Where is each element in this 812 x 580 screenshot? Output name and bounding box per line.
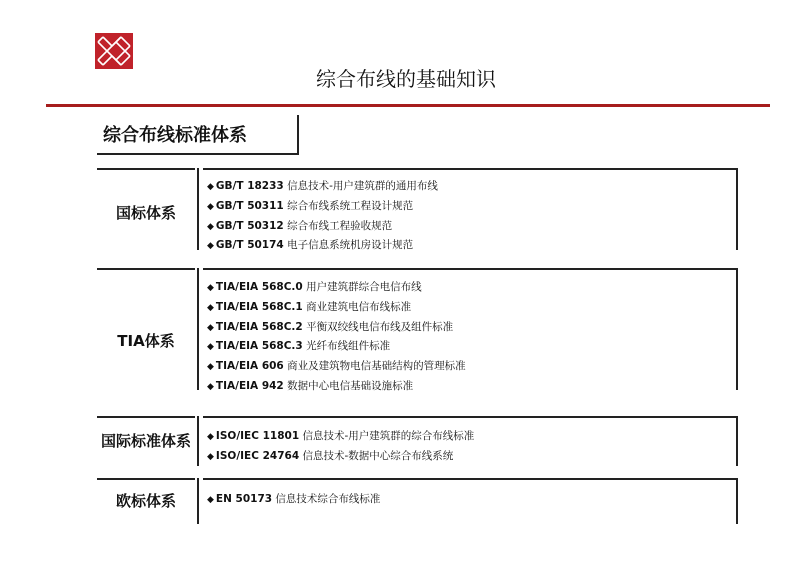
group-top-rule (203, 168, 737, 170)
standard-list (207, 490, 380, 510)
group-right-rule (736, 168, 738, 250)
section-title: 综合布线标准体系 (103, 125, 247, 146)
list-item: ◆ TIA/EIA 606 商业及建筑物电信基础结构的管理标准 (207, 360, 466, 373)
list-item: ◆ TIA/EIA 568C.0 用户建筑群综合电信布线 (207, 281, 422, 293)
diamond-bullet-icon: ◆ (207, 495, 214, 505)
group-label-rule (97, 416, 195, 418)
group-label-rule (97, 268, 195, 270)
group-label-rule (97, 478, 195, 480)
title-divider (46, 104, 770, 107)
list-item: ◆ ISO/IEC 11801 信息技术-用户建筑群的综合布线标准 (207, 430, 475, 442)
diamond-bullet-icon: ◆ (207, 221, 214, 232)
list-item: ◆ GB/T 50312 综合布线工程验收规范 (207, 219, 393, 232)
group-right-rule (736, 478, 738, 524)
group-label: TIA体系 (117, 332, 175, 350)
diamond-bullet-icon: ◆ (207, 302, 214, 313)
group-top-rule (203, 416, 737, 418)
list-item: ◆ GB/T 50174 电子信息系统机房设计规范 (207, 239, 414, 252)
list-item: ◆ TIA/EIA 568C.1 商业建筑电信布线标准 (207, 300, 412, 313)
diamond-bullet-icon: ◆ (207, 283, 214, 293)
group-label: 国标体系 (115, 204, 176, 222)
diamond-bullet-icon: ◆ (207, 182, 214, 192)
list-item: ◆ ISO/IEC 24764 信息技术-数据中心综合布线系统 (207, 449, 454, 462)
diamond-bullet-icon: ◆ (207, 362, 214, 373)
group-right-rule (736, 268, 738, 390)
diamond-bullet-icon: ◆ (207, 201, 214, 212)
group-divider (197, 168, 199, 250)
diamond-bullet-icon: ◆ (207, 241, 214, 252)
diamond-bullet-icon: ◆ (207, 451, 214, 462)
group-label: 国际标准体系 (100, 432, 191, 450)
group-divider (197, 478, 199, 524)
group-label: 欧标体系 (115, 492, 176, 510)
diamond-bullet-icon: ◆ (207, 322, 214, 333)
standard-list (207, 177, 438, 256)
group-divider (197, 416, 199, 466)
list-item: ◆ TIA/EIA 942 数据中心电信基础设施标准 (207, 379, 414, 392)
list-item: ◆ GB/T 18233 信息技术-用户建筑群的通用布线 (207, 180, 438, 192)
group-divider (197, 268, 199, 390)
list-item: ◆ TIA/EIA 568C.2 平衡双绞线电信布线及组件标准 (207, 320, 454, 333)
standard-list (207, 278, 466, 397)
diamond-bullet-icon: ◆ (207, 432, 214, 442)
diamond-bullet-icon: ◆ (207, 381, 214, 392)
group-top-rule (203, 478, 737, 480)
group-right-rule (736, 416, 738, 466)
list-item: ◆ EN 50173 信息技术综合布线标准 (207, 493, 381, 505)
group-label-rule (97, 168, 195, 170)
list-item: ◆ GB/T 50311 综合布线系统工程设计规范 (207, 199, 414, 212)
group-top-rule (203, 268, 737, 270)
slide-title: 综合布线的基础知识 (316, 67, 496, 91)
diamond-bullet-icon: ◆ (207, 342, 214, 353)
list-item: ◆ TIA/EIA 568C.3 光纤布线组件标准 (207, 340, 391, 353)
standard-list (207, 427, 474, 467)
